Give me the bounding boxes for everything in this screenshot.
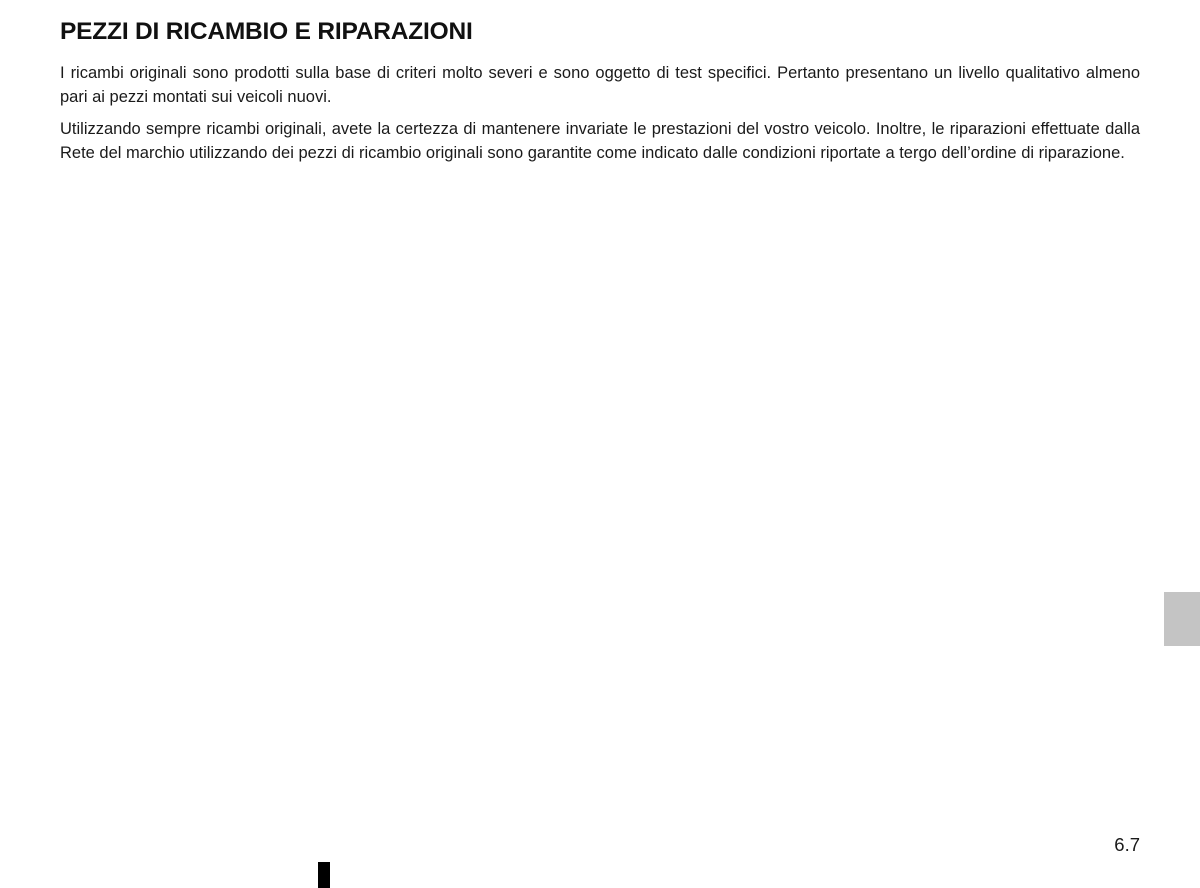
paragraph-repairs-warranty: Utilizzando sempre ricambi originali, avete la certezza di mantenere invariate le prestazioni del vostro veicolo. Inoltre, le riparazioni effettuate dalla Rete del marchio utilizzando dei pezzi di ricambio originali sono garantite come indicato dalle condizioni riportate a tergo dell’ordine di riparazione. [60, 120, 1140, 162]
body-text [60, 62, 1140, 174]
crop-mark [318, 862, 330, 888]
section-thumb-tab [1164, 592, 1200, 646]
paragraph-original-parts: I ricambi originali sono prodotti sulla base di criteri molto severi e sono oggetto di test specifici. Pertanto presentano un livello qualitativo almeno pari ai pezzi montati sui veicoli nuovi. [60, 64, 1140, 106]
page-number: 6.7 [1114, 834, 1140, 855]
page-title: PEZZI DI RICAMBIO E RIPARAZIONI [60, 18, 473, 45]
